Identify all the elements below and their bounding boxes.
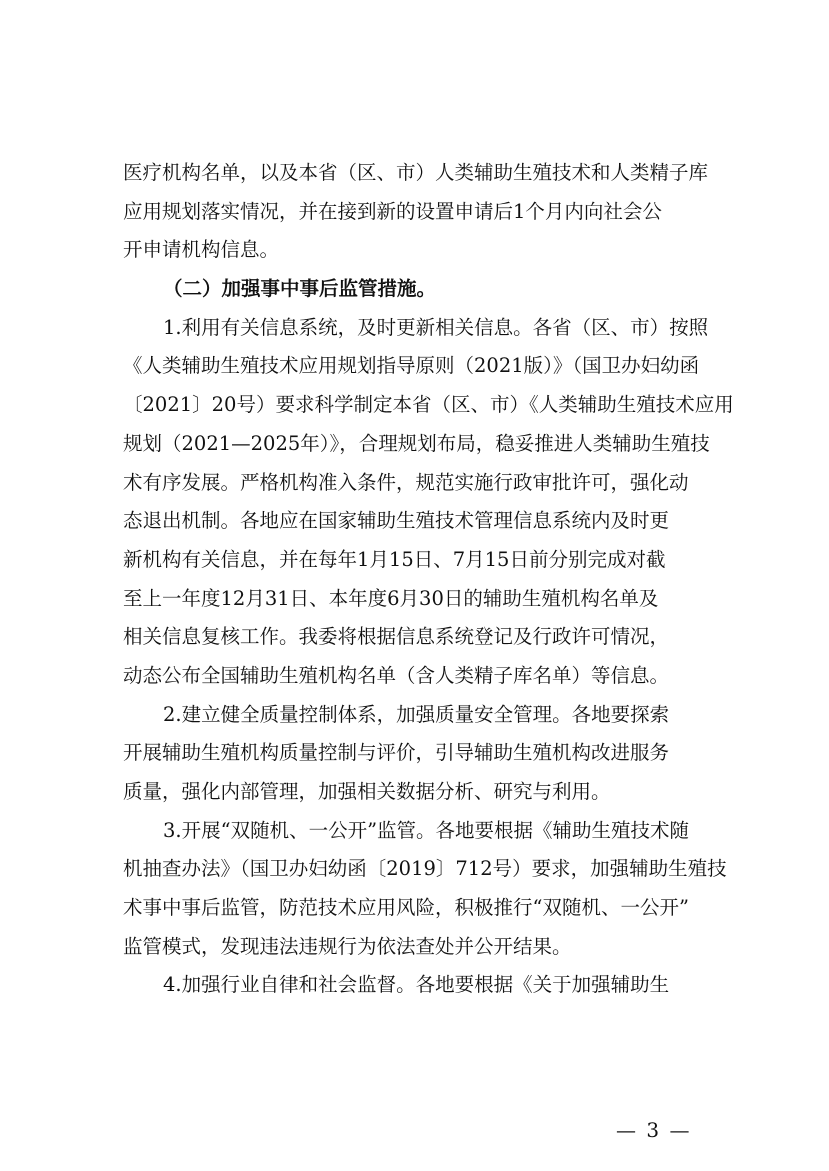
paragraph-3-start: 3.开展“双随机、一公开”监管。各地要根据《辅助生殖技术随 [163,818,690,842]
text-line: 开展辅助生殖机构质量控制与评价，引导辅助生殖机构改进服务 [123,741,670,765]
section-heading: （二）加强事中事后监管措施。 [163,277,437,301]
text-line: 新机构有关信息，并在每年1月15日、7月15日前分别完成对截 [123,547,666,571]
text-line: 术有序发展。严格机构准入条件，规范实施行政审批许可，强化动 [123,470,689,494]
text-line: 相关信息复核工作。我委将根据信息系统登记及行政许可情况， [123,625,670,649]
text-line: 动态公布全国辅助生殖机构名单（含人类精子库名单）等信息。 [123,663,670,687]
text-line: 监管模式，发现违法违规行为依法查处并公开结果。 [123,934,572,958]
text-line: 态退出机制。各地应在国家辅助生殖技术管理信息系统内及时更 [123,509,670,533]
page-number: — 3 — [616,1118,692,1142]
body-text [123,154,734,1005]
text-line: 质量，强化内部管理，加强相关数据分析、研究与利用。 [123,780,611,803]
text-line: 机抽查办法》（国卫办妇幼函〔2019〕712号）要求，加强辅助生殖技 [123,857,727,881]
text-line: 开申请机构信息。 [123,238,280,262]
text-line: 医疗机构名单，以及本省（区、市）人类辅助生殖技术和人类精子库 [123,161,709,184]
text-line: 《人类辅助生殖技术应用规划指导原则（2021版）》（国卫办妇幼函 [123,354,700,378]
text-line: 至上一年度12月31日、本年度6月30日的辅助生殖机构名单及 [123,586,659,610]
text-line: 规划（2021—2025年）》，合理规划布局，稳妥推进人类辅助生殖技 [123,431,710,455]
paragraph-2-start: 2.建立健全质量控制体系，加强质量安全管理。各地要探索 [163,702,670,726]
text-line: 〔2021〕20号）要求科学制定本省（区、市）《人类辅助生殖技术应用 [123,393,734,417]
text-line: 术事中事后监管，防范技术应用风险，积极推行“双随机、一公开” [123,896,689,920]
text-line: 应用规划落实情况，并在接到新的设置申请后1个月内向社会公 [123,199,662,223]
paragraph-4-start: 4.加强行业自律和社会监督。各地要根据《关于加强辅助生 [163,973,670,997]
paragraph-1-start: 1.利用有关信息系统，及时更新相关信息。各省（区、市）按照 [163,315,709,339]
